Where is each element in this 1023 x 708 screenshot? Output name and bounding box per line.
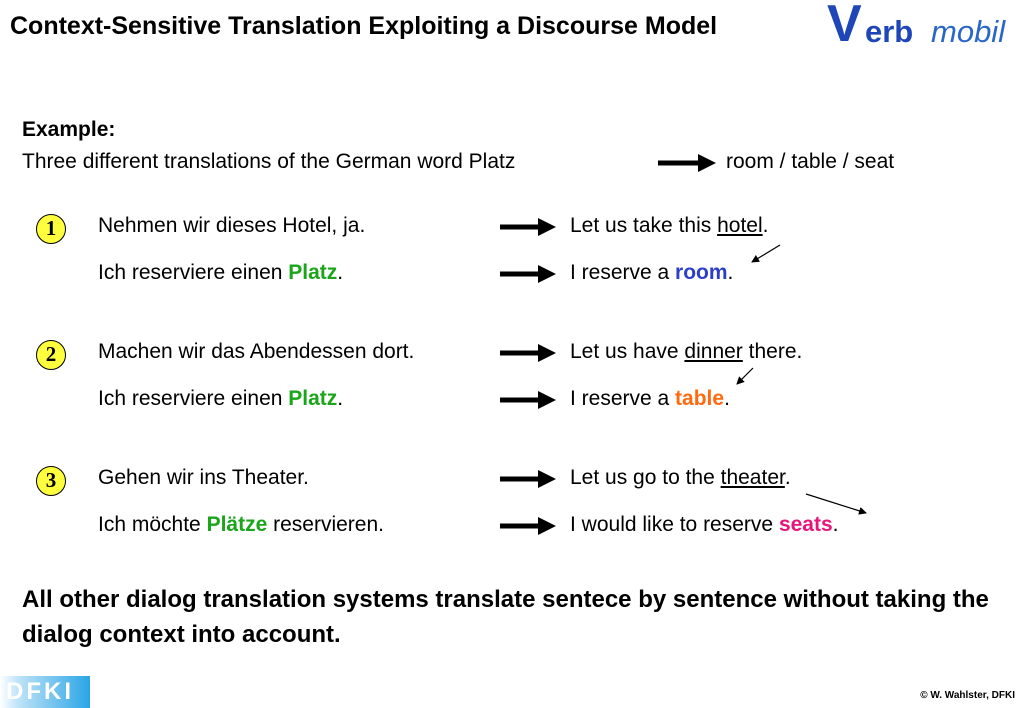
text-segment: . xyxy=(337,261,344,284)
keyword-dinner: dinner xyxy=(684,340,743,363)
logo-v: V xyxy=(827,0,862,53)
logo-mobil: mobil xyxy=(931,14,1006,49)
keyword-room: room xyxy=(675,261,728,284)
keyword-table: table xyxy=(675,387,725,410)
text-segment: . xyxy=(762,214,769,237)
keyword-platz: Platz xyxy=(288,387,338,410)
dfki-logo-text: DFKI xyxy=(6,678,74,705)
text-segment: . xyxy=(832,513,839,536)
text-segment: . xyxy=(727,261,734,284)
example-description: Three different translations of the German word Platz xyxy=(22,150,516,173)
text-segment: Ich reserviere einen xyxy=(98,387,289,410)
group-number-badge: 1 xyxy=(36,214,66,244)
arrow-group-3-context xyxy=(500,470,556,488)
keyword-platz: Platz xyxy=(288,261,338,284)
keyword-theater: theater xyxy=(720,466,785,489)
arrow-group-2-context xyxy=(500,344,556,362)
text-segment: I reserve a xyxy=(570,261,676,284)
text-segment: Let us go to the xyxy=(570,466,721,489)
reference-arrow-theater-seats xyxy=(806,494,866,513)
text-segment: I would like to reserve xyxy=(570,513,779,536)
logo-erb: erb xyxy=(865,14,914,49)
text-segment: reservieren. xyxy=(267,513,384,536)
copyright-footer: © W. Wahlster, DFKI xyxy=(920,690,1015,701)
text-segment: . xyxy=(724,387,730,410)
arrow-example xyxy=(658,154,716,172)
arrow-group-3-target xyxy=(500,517,556,535)
text-segment: . xyxy=(784,466,791,489)
reference-arrow-dinner-table xyxy=(737,368,753,384)
group-number-badge: 2 xyxy=(36,340,66,370)
keyword-plaetze: Plätze xyxy=(206,513,268,536)
text-segment: . xyxy=(337,387,344,410)
group-2-context-german: Machen wir das Abendessen dort. xyxy=(98,340,415,363)
text-segment: Ich reserviere einen xyxy=(98,261,289,284)
text-segment: Ich möchte xyxy=(98,513,207,536)
arrow-group-2-target xyxy=(500,391,556,409)
group-number-badge: 3 xyxy=(36,466,66,496)
group-3-context-german: Gehen wir ins Theater. xyxy=(98,466,309,489)
reference-arrow-hotel-room xyxy=(752,245,780,262)
text-segment: I reserve a xyxy=(570,387,676,410)
keyword-hotel: hotel xyxy=(717,214,763,237)
keyword-seats: seats xyxy=(778,513,833,536)
conclusion-text: All other dialog translation systems translate sentece by sentence without taking the dialog context into account. xyxy=(22,586,989,648)
arrow-group-1-target xyxy=(500,265,556,283)
text-segment: Let us take this xyxy=(570,214,718,237)
text-segment: Let us have xyxy=(570,340,685,363)
dfki-logo xyxy=(0,676,90,708)
arrow-group-1-context xyxy=(500,218,556,236)
slide-title: Context-Sensitive Translation Exploiting a Discourse Model xyxy=(10,12,718,40)
example-result: room / table / seat xyxy=(726,150,895,173)
example-label: Example: xyxy=(22,118,116,141)
group-1-context-german: Nehmen wir dieses Hotel, ja. xyxy=(98,214,366,237)
text-segment: there. xyxy=(742,340,803,363)
